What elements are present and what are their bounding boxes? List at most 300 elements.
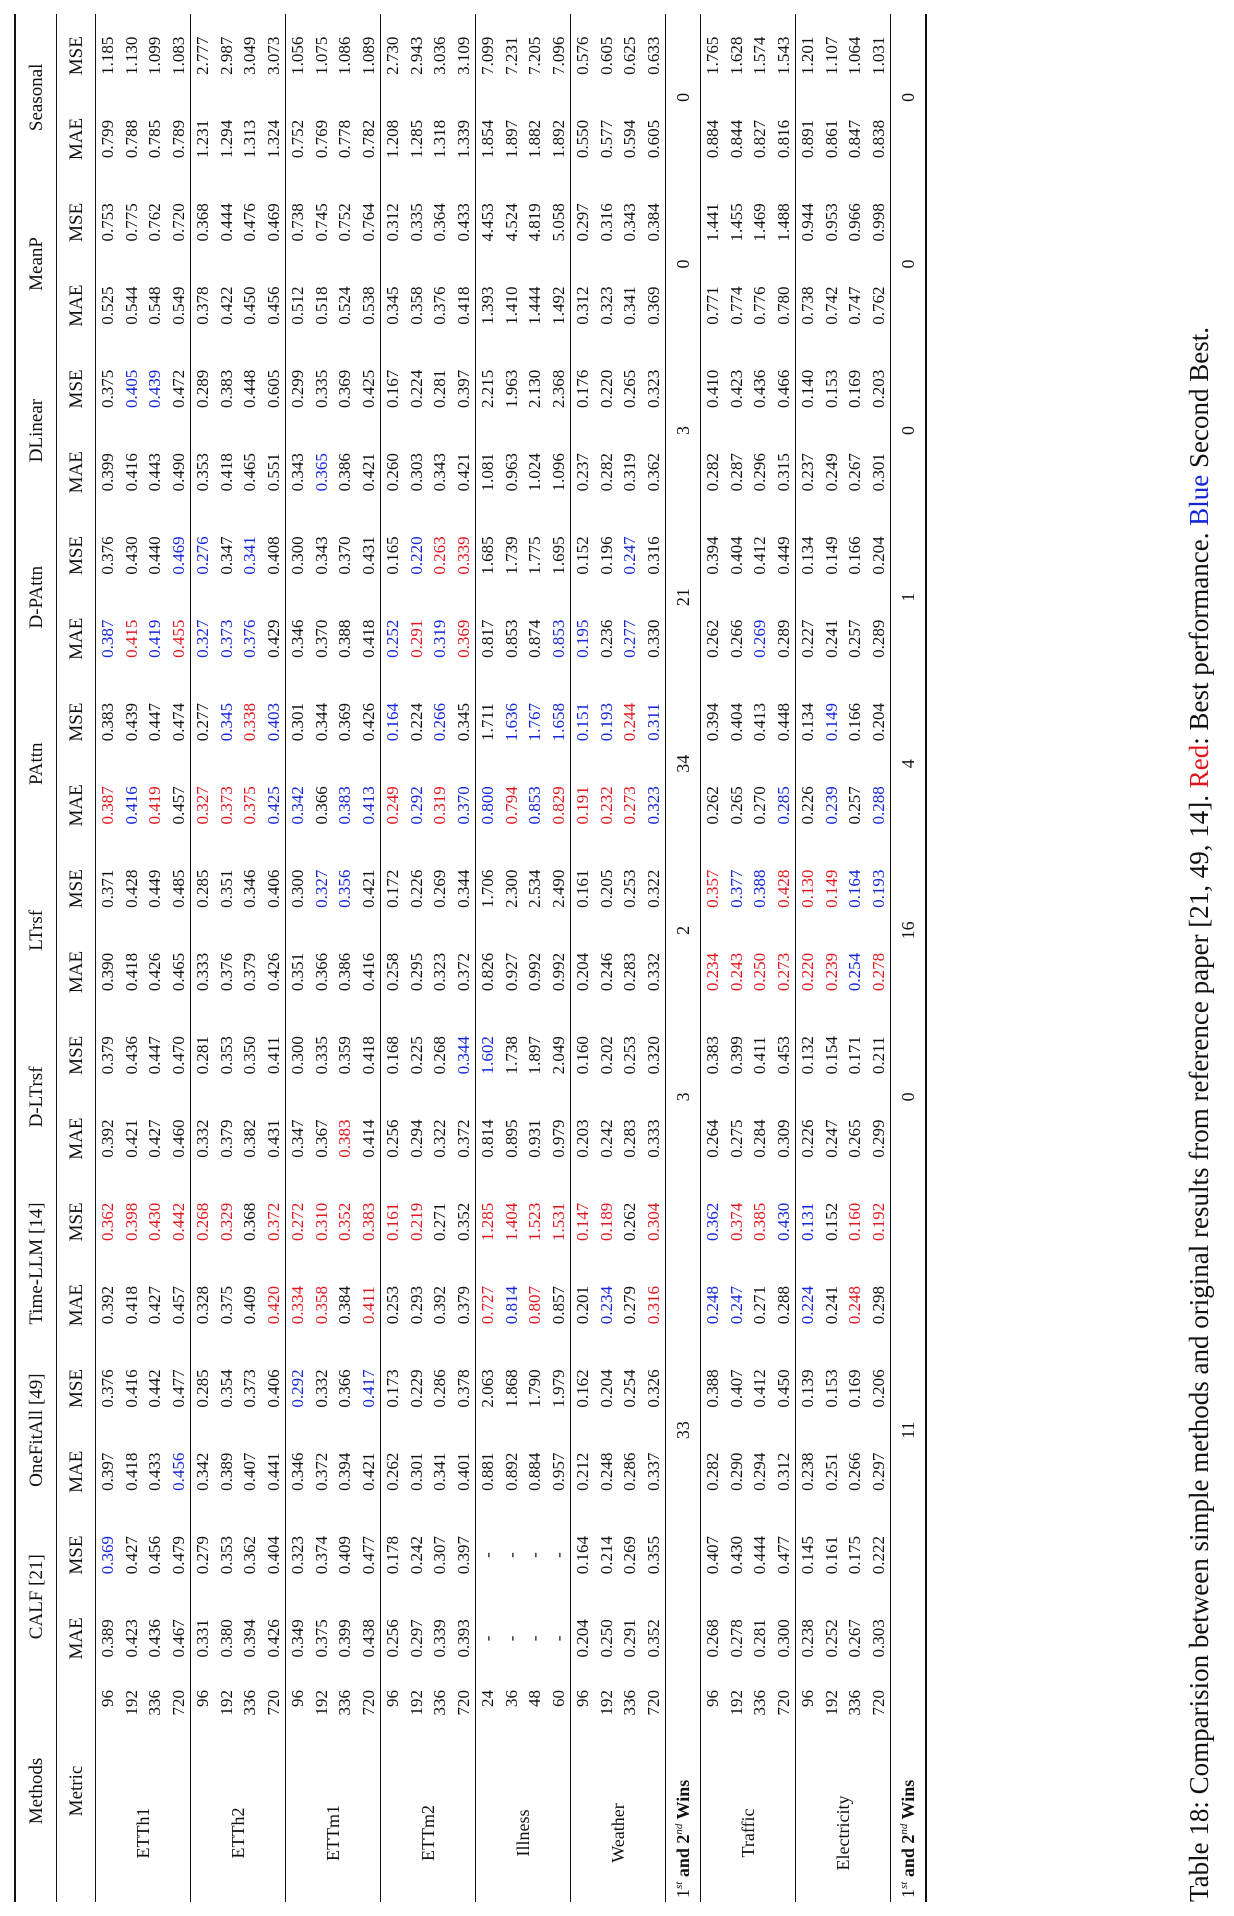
value-cell: 0.316	[596, 203, 616, 242]
value-cell: 1.711	[476, 680, 500, 763]
value-cell: 0.392	[96, 1097, 120, 1180]
value-cell: 0.518	[311, 286, 331, 325]
value-cell: 0.444	[216, 203, 236, 242]
value-cell: 0.776	[750, 286, 770, 325]
value-cell: 0.335	[311, 369, 331, 409]
value-cell: 1.339	[453, 119, 473, 159]
value-cell: 0.549	[168, 286, 188, 325]
value-cell: 0.397	[453, 1535, 473, 1575]
value-cell: 0.234	[701, 930, 725, 1013]
horizon-cell: 720	[453, 1690, 473, 1716]
value-cell: 0.262	[701, 764, 725, 847]
value-cell: 0.769	[311, 119, 331, 159]
value-cell: 0.411	[263, 1036, 283, 1075]
table-row	[701, 14, 725, 1902]
caption-middle: : Best performance.	[1184, 525, 1214, 745]
value-cell: 0.383	[358, 1202, 378, 1241]
value-cell: 0.409	[335, 1535, 355, 1575]
value-cell: 1.410	[501, 286, 521, 325]
wins-count: 0	[666, 14, 701, 181]
value-cell: 0.436	[121, 1036, 141, 1075]
value-cell: 0.387	[96, 597, 120, 680]
value-cell: 0.264	[701, 1097, 725, 1180]
value-cell: 0.778	[335, 119, 355, 159]
table-row	[238, 14, 262, 1902]
value-cell: 0.788	[121, 119, 141, 159]
value-cell: 0.465	[168, 952, 188, 992]
value-cell: -	[525, 1552, 545, 1558]
horizon-cell: 720	[263, 1690, 283, 1716]
value-cell: 0.389	[216, 1452, 236, 1491]
value-cell: 0.417	[358, 1369, 378, 1408]
value-cell: 0.273	[620, 786, 640, 825]
value-cell: 0.326	[643, 1369, 663, 1408]
value-cell: 0.401	[453, 1452, 473, 1491]
value-cell: 0.403	[263, 702, 283, 742]
value-cell: 0.149	[821, 869, 841, 908]
wins-count	[891, 1513, 927, 1680]
metric-label: Metric	[57, 1680, 96, 1902]
horizon-cell: 336	[335, 1690, 355, 1716]
value-cell: 0.470	[168, 1036, 188, 1075]
value-cell: 0.134	[796, 680, 820, 763]
method-header: CALF [21]	[15, 1513, 57, 1680]
value-cell: 0.267	[845, 453, 865, 492]
value-cell: 0.399	[726, 1036, 746, 1075]
value-cell: 0.166	[845, 536, 865, 575]
value-cell: 0.861	[821, 119, 841, 159]
value-cell: 0.404	[726, 702, 746, 742]
value-cell: 0.457	[168, 786, 188, 825]
value-cell: 0.287	[726, 453, 746, 492]
value-cell: 1.081	[476, 431, 500, 514]
value-cell: 0.426	[145, 952, 165, 992]
table-row	[476, 14, 500, 1902]
value-cell: 1.685	[476, 514, 500, 597]
value-cell: 0.374	[311, 1535, 331, 1575]
table-row	[595, 14, 619, 1902]
value-cell: 0.300	[286, 514, 310, 597]
value-cell: 0.449	[145, 869, 165, 908]
value-cell: 0.351	[216, 869, 236, 908]
value-cell: -	[476, 1597, 500, 1680]
value-cell: 1.765	[701, 14, 725, 97]
metric-subheader: MAE	[57, 1430, 96, 1513]
value-cell: 0.544	[121, 286, 141, 325]
value-cell: 0.303	[868, 1619, 888, 1658]
value-cell: 0.319	[620, 453, 640, 492]
value-cell: 0.169	[845, 369, 865, 409]
value-cell: 0.299	[868, 1119, 888, 1158]
method-header: D-PAttn	[15, 514, 57, 681]
value-cell: 0.370	[311, 619, 331, 658]
metric-subheader: MSE	[57, 1180, 96, 1263]
value-cell: 0.319	[430, 619, 450, 658]
value-cell: 0.285	[191, 1347, 215, 1430]
value-cell: 0.407	[726, 1369, 746, 1408]
value-cell: 0.369	[335, 369, 355, 409]
value-cell: 0.168	[381, 1014, 405, 1097]
value-cell: 0.456	[145, 1535, 165, 1575]
metric-subheader: MAE	[57, 1097, 96, 1180]
value-cell: 0.752	[286, 97, 310, 180]
value-cell: 0.167	[381, 347, 405, 430]
value-cell: 0.355	[643, 1535, 663, 1575]
value-cell: 0.237	[571, 431, 595, 514]
value-cell: 0.300	[773, 1619, 793, 1658]
horizon-cell: 720	[868, 1690, 888, 1716]
value-cell: 0.738	[286, 181, 310, 264]
value-cell: 1.231	[191, 97, 215, 180]
value-cell: 0.249	[821, 453, 841, 492]
value-cell: 0.406	[263, 869, 283, 908]
value-cell: 1.897	[501, 119, 521, 159]
value-cell: 1.024	[525, 453, 545, 492]
value-cell: 0.477	[773, 1535, 793, 1575]
value-cell: 0.323	[430, 952, 450, 992]
metric-subheader: MSE	[57, 347, 96, 430]
value-cell: 0.410	[701, 347, 725, 430]
value-cell: 0.204	[571, 1597, 595, 1680]
value-cell: 0.418	[453, 286, 473, 325]
value-cell: 0.369	[335, 702, 355, 742]
value-cell: 0.189	[596, 1202, 616, 1241]
value-cell: 0.383	[335, 1119, 355, 1158]
value-cell: 0.290	[726, 1452, 746, 1491]
method-header: PAttn	[15, 680, 57, 847]
table-row	[571, 14, 595, 1902]
value-cell: 1.602	[476, 1014, 500, 1097]
dataset-name: ETTh1	[96, 1764, 191, 1902]
value-cell: 0.152	[821, 1202, 841, 1241]
value-cell: 0.353	[216, 1036, 236, 1075]
value-cell: 2.490	[548, 869, 568, 908]
value-cell: 0.265	[620, 369, 640, 409]
value-cell: 0.323	[596, 286, 616, 325]
metric-subheader: MAE	[57, 264, 96, 347]
value-cell: 1.658	[548, 702, 568, 742]
value-cell: 0.226	[406, 869, 426, 908]
caption-blue-word: Blue	[1184, 474, 1214, 526]
value-cell: 0.316	[643, 1286, 663, 1325]
value-cell: 0.351	[286, 930, 310, 1013]
horizon-cell: 192	[311, 1690, 331, 1716]
value-cell: 0.289	[773, 619, 793, 658]
horizon-cell: 60	[548, 1690, 568, 1707]
metric-subheader: MSE	[57, 1513, 96, 1596]
value-cell: 0.149	[821, 536, 841, 575]
value-cell: 0.224	[406, 369, 426, 409]
horizon-cell: 96	[381, 1680, 405, 1764]
value-cell: 0.147	[571, 1180, 595, 1263]
value-cell: 0.229	[406, 1369, 426, 1408]
value-cell: 0.425	[358, 369, 378, 409]
value-cell: 0.269	[430, 869, 450, 908]
value-cell: 0.415	[121, 619, 141, 658]
value-cell: 0.359	[335, 1036, 355, 1075]
value-cell: 0.404	[726, 536, 746, 575]
value-cell: 0.442	[168, 1202, 188, 1241]
value-cell: 0.292	[406, 786, 426, 825]
wins-label: 1st and 2nd Wins	[891, 1680, 927, 1902]
wins-row	[666, 14, 701, 1902]
value-cell: 7.099	[476, 14, 500, 97]
value-cell: 0.418	[121, 952, 141, 992]
value-cell: 1.285	[406, 119, 426, 159]
value-cell: 0.370	[335, 536, 355, 575]
value-cell: 0.283	[620, 952, 640, 992]
value-cell: 1.738	[501, 1036, 521, 1075]
value-cell: 0.374	[726, 1202, 746, 1241]
value-cell: 1.201	[796, 14, 820, 97]
value-cell: 0.254	[845, 952, 865, 992]
horizon-cell: 192	[216, 1690, 236, 1716]
results-table-container	[14, 14, 927, 1902]
value-cell: 0.892	[501, 1452, 521, 1491]
wins-label: 1st and 2nd Wins	[666, 1680, 701, 1902]
horizon-cell: 720	[168, 1690, 188, 1716]
value-cell: 1.767	[525, 702, 545, 742]
value-cell: 0.332	[643, 952, 663, 992]
value-cell: 0.335	[406, 203, 426, 242]
value-cell: 0.315	[773, 453, 793, 492]
value-cell: 0.436	[750, 369, 770, 409]
value-cell: 0.394	[701, 680, 725, 763]
value-cell: 0.222	[868, 1535, 888, 1575]
value-cell: 1.543	[773, 36, 793, 75]
value-cell: 2.368	[548, 369, 568, 409]
value-cell: 0.428	[121, 869, 141, 908]
value-cell: 0.232	[596, 786, 616, 825]
value-cell: 0.352	[643, 1619, 663, 1658]
value-cell: 0.884	[525, 1452, 545, 1491]
value-cell: 0.762	[145, 203, 165, 242]
value-cell: 0.442	[145, 1369, 165, 1408]
value-cell: 0.633	[643, 36, 663, 75]
table-row	[215, 14, 239, 1902]
value-cell: 0.265	[845, 1119, 865, 1158]
value-cell: 0.490	[168, 453, 188, 492]
caption-suffix: Second Best.	[1184, 327, 1214, 475]
value-cell: 0.251	[821, 1452, 841, 1491]
wins-count: 3	[666, 1014, 701, 1181]
value-cell: 0.388	[335, 619, 355, 658]
value-cell: 0.269	[750, 619, 770, 658]
value-cell: 0.512	[286, 264, 310, 347]
value-cell: 0.161	[381, 1180, 405, 1263]
value-cell: 1.492	[548, 286, 568, 325]
value-cell: 0.299	[286, 347, 310, 430]
wins-count: 16	[891, 847, 927, 1014]
value-cell: 0.164	[381, 680, 405, 763]
wins-sup-st: st	[673, 1881, 685, 1889]
value-cell: 0.379	[216, 1119, 236, 1158]
value-cell: 0.339	[430, 1619, 450, 1658]
value-cell: 0.134	[796, 514, 820, 597]
value-cell: 0.386	[335, 952, 355, 992]
value-cell: 0.789	[168, 119, 188, 159]
value-cell: 0.160	[571, 1014, 595, 1097]
value-cell: 0.205	[596, 869, 616, 908]
dataset-name: ETTh2	[191, 1764, 286, 1902]
caption-prefix: Table 18: Comparision between simple methods and original results from reference paper [21, 49, 14].	[1184, 788, 1214, 1902]
value-cell: 0.311	[643, 703, 663, 741]
horizon-cell: 48	[525, 1690, 545, 1707]
value-cell: 0.226	[796, 1097, 820, 1180]
value-cell: -	[501, 1552, 521, 1558]
value-cell: 0.202	[596, 1036, 616, 1075]
value-cell: 0.256	[381, 1597, 405, 1680]
value-cell: 0.246	[596, 952, 616, 992]
value-cell: 0.373	[216, 619, 236, 658]
value-cell: 0.388	[750, 869, 770, 908]
metric-subheader: MAE	[57, 431, 96, 514]
value-cell: 0.421	[358, 453, 378, 492]
value-cell: 0.450	[773, 1369, 793, 1408]
value-cell: 0.416	[121, 786, 141, 825]
value-cell: 0.594	[620, 119, 640, 159]
value-cell: 0.413	[750, 702, 770, 742]
value-cell: 0.826	[476, 930, 500, 1013]
value-cell: 0.373	[216, 786, 236, 825]
value-cell: 0.379	[453, 1286, 473, 1325]
method-header: Time-LLM [14]	[15, 1180, 57, 1347]
table-caption	[1184, 14, 1215, 1902]
value-cell: 0.384	[643, 203, 663, 242]
wins-word: Wins	[898, 1779, 918, 1824]
value-cell: 1.185	[96, 14, 120, 97]
value-cell: 0.450	[240, 286, 260, 325]
value-cell: 0.331	[191, 1597, 215, 1680]
value-cell: 0.456	[263, 286, 283, 325]
value-cell: 1.313	[240, 119, 260, 159]
value-cell: 0.339	[453, 536, 473, 575]
value-cell: 4.453	[476, 181, 500, 264]
horizon-cell: 336	[240, 1690, 260, 1716]
value-cell: 0.405	[121, 369, 141, 409]
method-header: LTrsf	[15, 847, 57, 1014]
value-cell: 0.253	[381, 1264, 405, 1347]
value-cell: 0.372	[263, 1202, 283, 1241]
value-cell: 0.253	[620, 869, 640, 908]
value-cell: 0.260	[381, 431, 405, 514]
value-cell: 0.267	[845, 1619, 865, 1658]
value-cell: 0.140	[796, 347, 820, 430]
value-cell: 0.294	[406, 1119, 426, 1158]
wins-count: 3	[666, 347, 701, 514]
value-cell: 0.895	[501, 1119, 521, 1158]
horizon-cell: 24	[476, 1680, 500, 1764]
value-cell: 0.794	[501, 786, 521, 825]
wins-count: 4	[891, 680, 927, 847]
horizon-cell: 336	[620, 1690, 640, 1716]
value-cell: 0.447	[145, 702, 165, 742]
value-cell: 0.344	[311, 702, 331, 742]
value-cell: 0.301	[286, 680, 310, 763]
value-cell: 0.427	[121, 1535, 141, 1575]
value-cell: 0.416	[358, 952, 378, 992]
value-cell: 0.369	[453, 619, 473, 658]
value-cell: 0.320	[643, 1036, 663, 1075]
value-cell: 0.720	[168, 203, 188, 242]
value-cell: 0.375	[216, 1286, 236, 1325]
value-cell: 1.897	[525, 1036, 545, 1075]
value-cell: 0.439	[145, 369, 165, 409]
horizon-cell: 36	[501, 1690, 521, 1707]
value-cell: 0.145	[796, 1513, 820, 1596]
dataset-name: ETTm1	[286, 1764, 381, 1902]
value-cell: 1.318	[430, 119, 450, 159]
value-cell: 0.164	[571, 1513, 595, 1596]
value-cell: 0.383	[216, 369, 236, 409]
value-cell: 0.372	[453, 1119, 473, 1158]
horizon-cell: 720	[773, 1690, 793, 1716]
caption-red-word: Red	[1184, 744, 1214, 789]
value-cell: 0.294	[750, 1452, 770, 1491]
value-cell: 0.270	[750, 786, 770, 825]
wins-sup-nd: nd	[898, 1823, 910, 1835]
metric-subheader: MSE	[57, 847, 96, 930]
value-cell: 0.288	[868, 786, 888, 825]
value-cell: 0.816	[773, 119, 793, 159]
value-cell: 1.064	[845, 36, 865, 75]
value-cell: 0.421	[453, 453, 473, 492]
value-cell: 0.296	[750, 453, 770, 492]
value-cell: 0.347	[286, 1097, 310, 1180]
table-row	[286, 14, 310, 1902]
value-cell: 0.398	[121, 1202, 141, 1241]
horizon-cell: 96	[191, 1680, 215, 1764]
value-cell: 0.357	[701, 847, 725, 930]
value-cell: 0.524	[335, 286, 355, 325]
wins-sup-st: st	[898, 1881, 910, 1889]
value-cell: 0.224	[796, 1264, 820, 1347]
value-cell: 0.130	[796, 847, 820, 930]
wins-count	[666, 1513, 701, 1680]
value-cell: 0.370	[453, 786, 473, 825]
horizon-cell: 336	[845, 1690, 865, 1716]
table-row	[167, 14, 191, 1902]
value-cell: 0.297	[406, 1619, 426, 1658]
value-cell: 0.430	[121, 536, 141, 575]
value-cell: 1.628	[726, 36, 746, 75]
value-cell: 0.193	[596, 702, 616, 742]
value-cell: 1.790	[525, 1369, 545, 1408]
value-cell: 0.252	[821, 1619, 841, 1658]
method-header: D-LTrsf	[15, 1014, 57, 1181]
value-cell: 0.248	[701, 1264, 725, 1347]
value-cell: -	[525, 1635, 545, 1642]
value-cell: 0.376	[96, 514, 120, 597]
value-cell: 0.279	[191, 1513, 215, 1596]
horizon-cell: 336	[750, 1690, 770, 1716]
value-cell: 0.343	[286, 431, 310, 514]
value-cell: 0.525	[96, 264, 120, 347]
value-cell: 0.195	[571, 597, 595, 680]
value-cell: 0.782	[358, 119, 378, 159]
value-cell: 0.278	[726, 1619, 746, 1658]
value-cell: 0.444	[750, 1535, 770, 1575]
value-cell: 2.063	[476, 1347, 500, 1430]
value-cell: 0.394	[240, 1619, 260, 1658]
value-cell: 0.441	[263, 1452, 283, 1491]
value-cell: 0.379	[96, 1014, 120, 1097]
value-cell: 0.857	[548, 1286, 568, 1325]
value-cell: 0.392	[430, 1286, 450, 1325]
value-cell: 0.605	[596, 36, 616, 75]
table-row	[357, 14, 381, 1902]
table-row	[820, 14, 844, 1902]
